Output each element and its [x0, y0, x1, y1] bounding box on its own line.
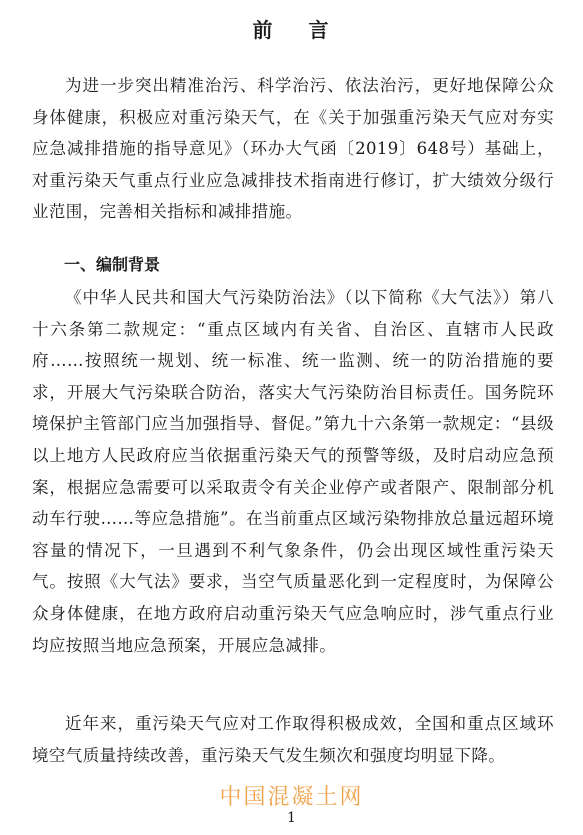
paragraph-1: 为进一步突出精准治污、科学治污、依法治污，更好地保障公众身体健康，积极应对重污染天气，在《关于加强重污染天气应对夯实应急减排措施的指导意见》（环办大气函〔2019〕648号）基础上，对重污染天气重点行业应急减排技术指南进行修订，扩大绩效分级行业范围，完善相关指标和减排措施。 — [32, 76, 554, 222]
section-heading: 一、编制背景 — [64, 255, 161, 274]
paragraph-1-block — [32, 70, 554, 228]
paragraph-2: 《中华人民共和国大气污染防治法》（以下简称《大气法》）第八十六条第二款规定：“重点区域内有关省、自治区、直辖市人民政府……按照统一规划、统一标准、统一监测、统一的防治措施的要求，开展大气污染联合防治，落实大气污染防治目标责任。国务院环境保护主管部门应当加强指导、督促。”第九十六条第一款规定：“县级以上地方人民政府应当依据重污染天气的预警等级，及时启动应急预案，根据应急需要可以采取责令有关企业停产或者限产、限制部分机动车行驶……等应急措施”。在当前重点区域污染物排放总量远超环境容量的情况下，一旦遇到不利气象条件，仍会出现区域性重污染天气。按照《大气法》要求，当空气质量恶化到一定程度时，为保障公众身体健康，在地方政府启动重污染天气应急响应时，涉气重点行业均应按照当地应急预案，开展应急减排。 — [32, 288, 554, 655]
watermark-text: 中国混凝土网 — [219, 785, 364, 810]
page-number: 1 — [287, 810, 296, 826]
page-title — [0, 14, 583, 43]
paragraph-2-block — [32, 282, 554, 661]
paragraph-3-block — [32, 708, 554, 771]
paragraph-3: 近年来，重污染天气应对工作取得积极成效，全国和重点区域环境空气质量持续改善，重污染天气发生频次和强度均明显下降。 — [32, 714, 554, 765]
title-char-1: 前 — [252, 18, 275, 42]
title-char-2: 言 — [308, 18, 331, 42]
